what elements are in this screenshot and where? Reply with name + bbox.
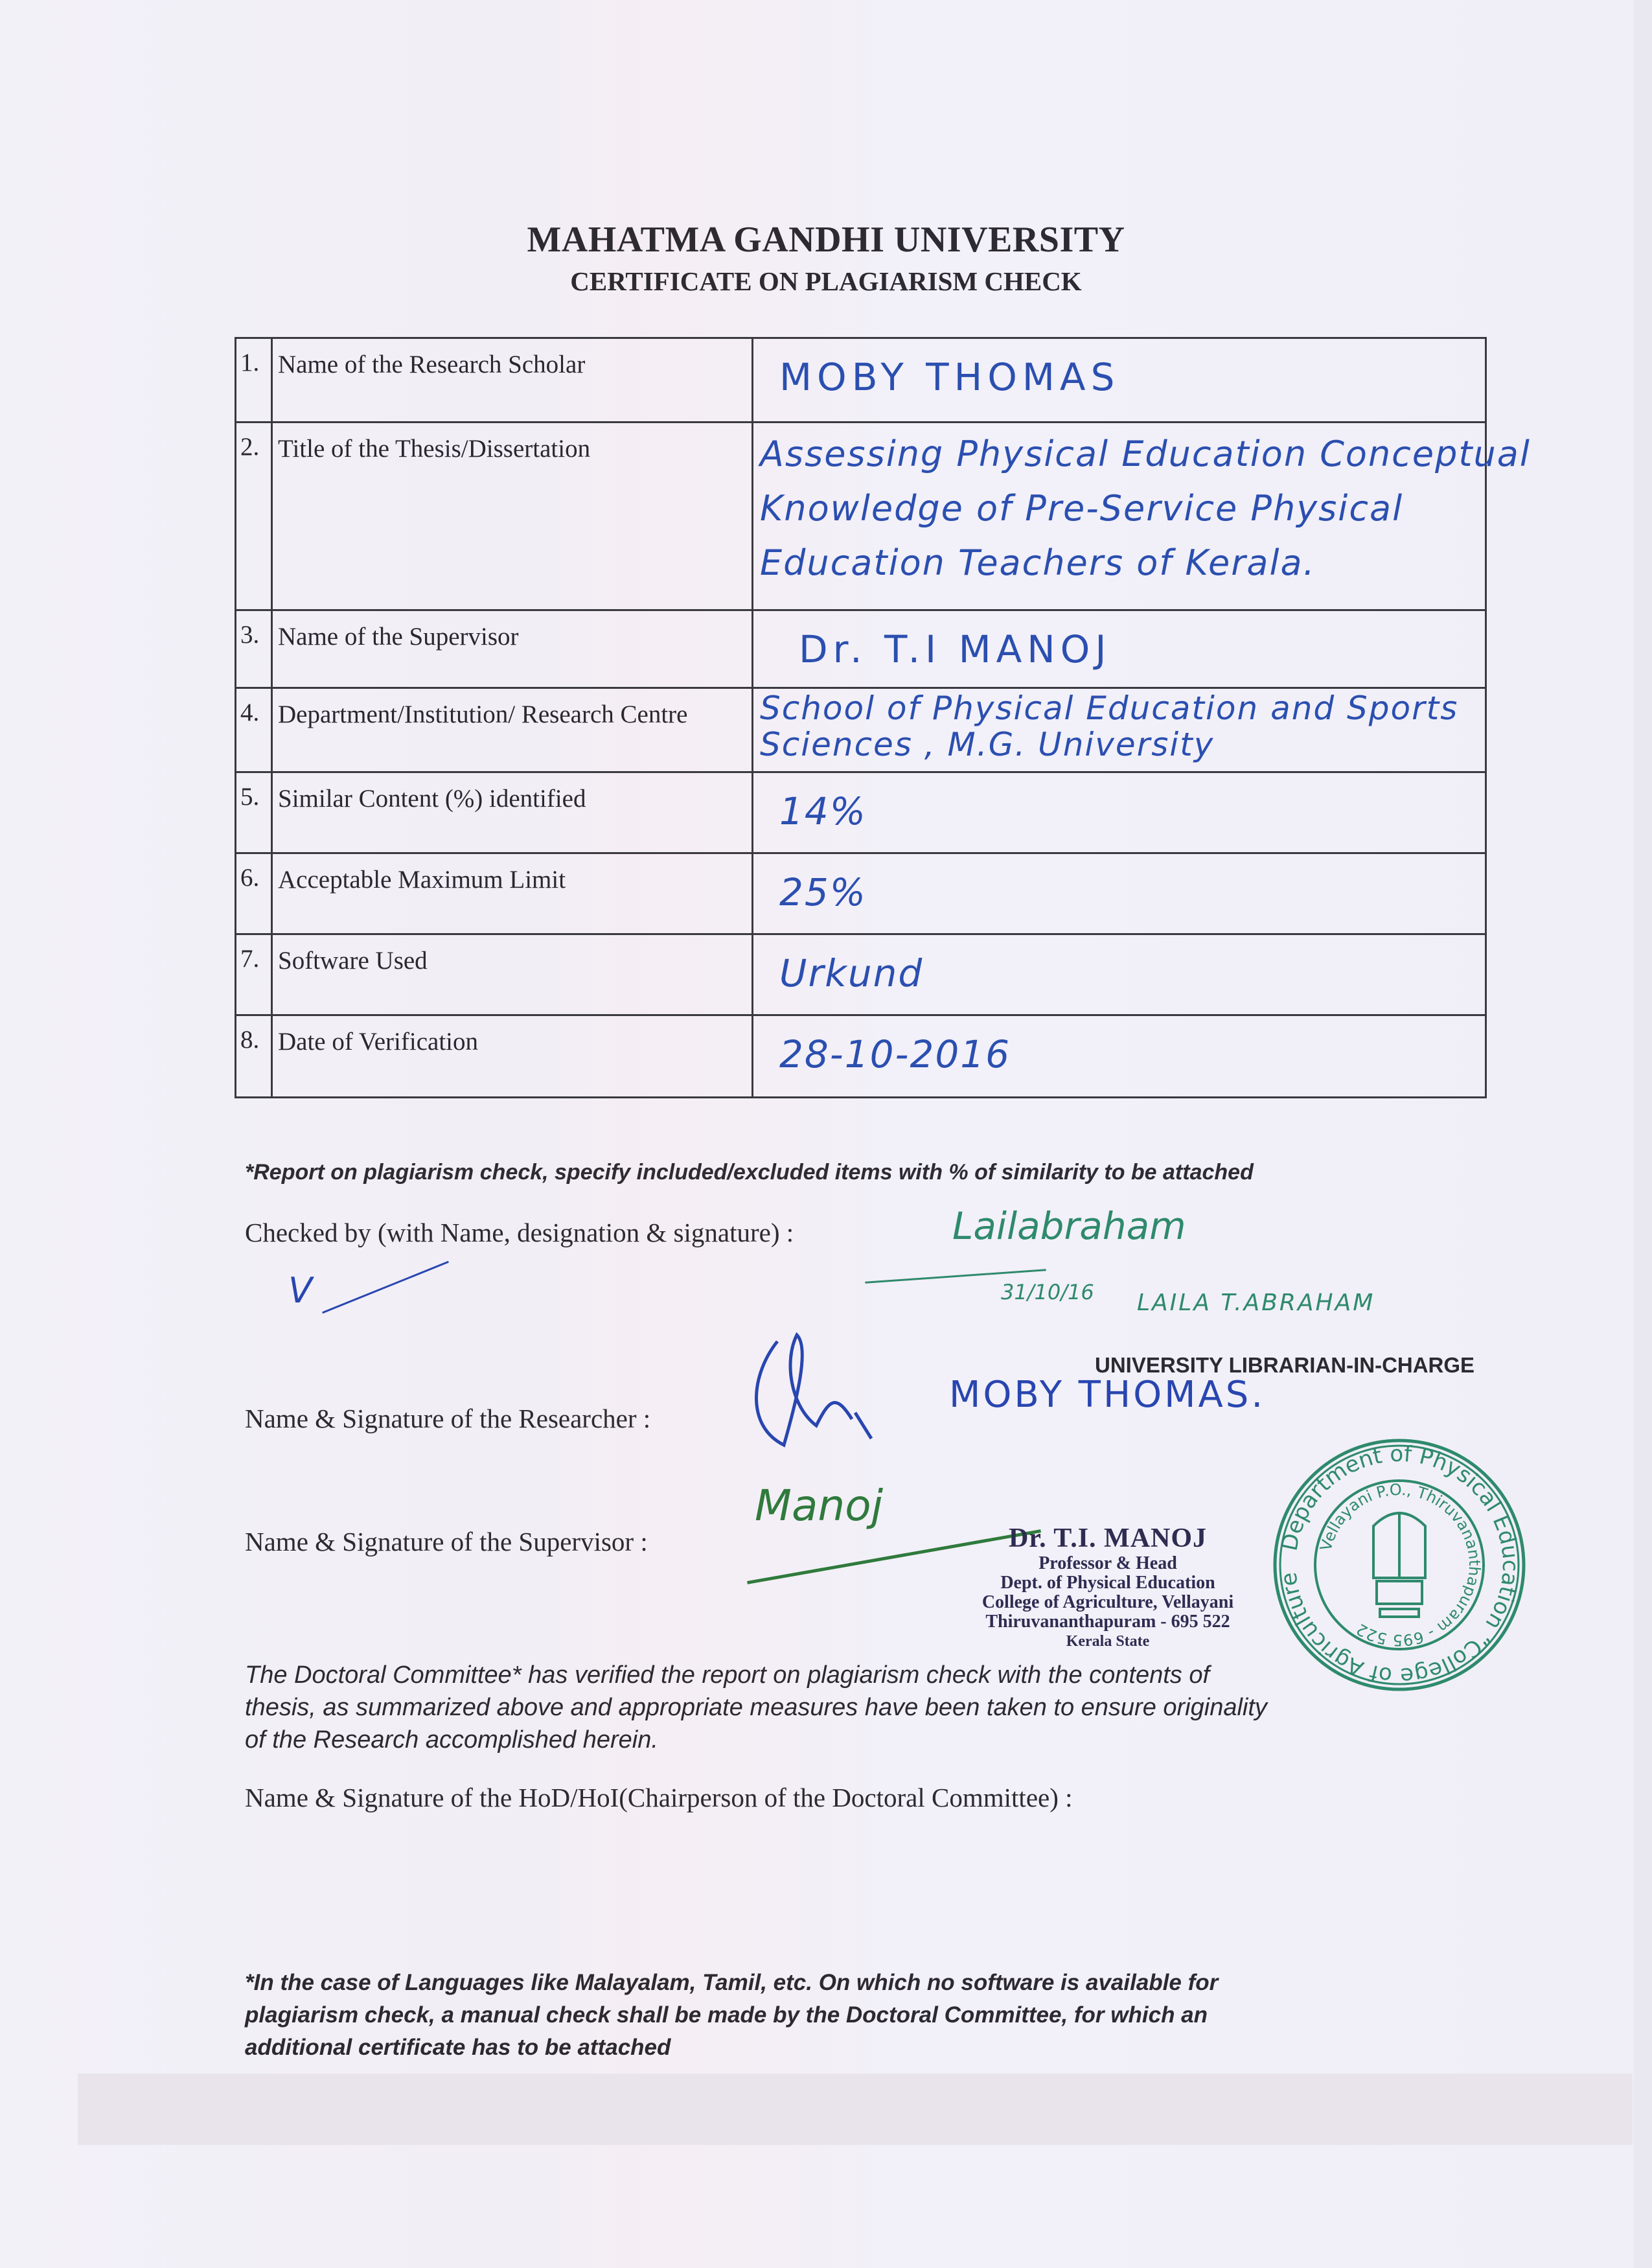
checked-by-label: Checked by (with Name, designation & signature) : bbox=[245, 1218, 794, 1247]
table-row bbox=[236, 773, 1485, 854]
supervisor-stamp bbox=[926, 1523, 1289, 1651]
seal-outer-text: Department of Physical Education “College of Agriculture bbox=[1276, 1441, 1524, 1689]
librarian-signature: Lailabraham bbox=[952, 1204, 1186, 1248]
row-value bbox=[753, 689, 1485, 771]
supervisor-signature: Manoj bbox=[755, 1481, 883, 1531]
researcher-name: MOBY THOMAS. bbox=[949, 1374, 1266, 1416]
table-row bbox=[236, 854, 1485, 935]
seal-inner-text: Vellayani P.O., Thiruvananthapuram - 695 522 bbox=[1316, 1480, 1484, 1650]
row-number: 7. bbox=[236, 935, 273, 1014]
similar-content-value: 14% bbox=[779, 789, 867, 833]
certificate-subtitle: CERTIFICATE ON PLAGIARISM CHECK bbox=[570, 266, 1082, 296]
thesis-title-line: Knowledge of Pre-Service Physical bbox=[760, 488, 1404, 529]
department-seal-icon bbox=[1270, 1435, 1529, 1695]
university-title: MAHATMA GANDHI UNIVERSITY bbox=[527, 220, 1125, 260]
row-label: Name of the Research Scholar bbox=[273, 339, 753, 421]
stamp-line: College of Agriculture, Vellayani bbox=[981, 1592, 1234, 1612]
footnote-line: additional certificate has to be attached bbox=[245, 2035, 671, 2060]
librarian-designation: UNIVERSITY LIBRARIAN-IN-CHARGE bbox=[1095, 1353, 1475, 1377]
row-number: 5. bbox=[236, 773, 273, 852]
footnote-line: plagiarism check, a manual check shall be made by the Doctoral Committee, for which an bbox=[245, 2002, 1208, 2028]
table-row bbox=[236, 423, 1531, 611]
supervisor-label: Name & Signature of the Supervisor : bbox=[245, 1527, 648, 1556]
scan-shadow-band bbox=[78, 2074, 1633, 2145]
footnote bbox=[245, 1967, 1424, 2064]
stamp-name: Dr. T.I. MANOJ bbox=[1008, 1523, 1208, 1553]
page-edge bbox=[1634, 0, 1652, 2268]
row-number: 6. bbox=[236, 854, 273, 933]
statement-line: thesis, as summarized above and appropriate measures have been taken to ensure originality bbox=[245, 1694, 1267, 1721]
report-note: *Report on plagiarism check, specify included/excluded items with % of similarity to be attached bbox=[245, 1160, 1254, 1185]
max-limit-value: 25% bbox=[779, 870, 867, 914]
row-label: Department/Institution/ Research Centre bbox=[273, 689, 753, 771]
statement-line: of the Research accomplished herein. bbox=[245, 1726, 658, 1753]
thesis-title-line: Education Teachers of Kerala. bbox=[760, 542, 1316, 583]
supervisor-name: Dr. T.I MANOJ bbox=[799, 627, 1112, 671]
librarian-name: LAILA T.ABRAHAM bbox=[1137, 1290, 1375, 1316]
row-label: Title of the Thesis/Dissertation bbox=[273, 423, 753, 609]
row-number: 8. bbox=[236, 1016, 273, 1096]
row-value bbox=[753, 1016, 1485, 1096]
stamp-line: Professor & Head bbox=[1038, 1553, 1177, 1573]
row-number: 4. bbox=[236, 689, 273, 771]
row-number: 1. bbox=[236, 339, 273, 421]
stamp-line: Dept. of Physical Education bbox=[1000, 1573, 1215, 1593]
software-value: Urkund bbox=[779, 951, 924, 995]
details-table bbox=[235, 337, 1531, 1098]
department-line: School of Physical Education and Sports bbox=[760, 689, 1459, 727]
row-value bbox=[753, 854, 1485, 933]
stamp-line: Thiruvananthapuram - 695 522 bbox=[985, 1612, 1230, 1632]
seal-emblem-icon bbox=[1373, 1513, 1425, 1617]
table-row bbox=[236, 339, 1485, 423]
table-row bbox=[236, 1016, 1485, 1096]
row-label: Date of Verification bbox=[273, 1016, 753, 1096]
initials-mark: V bbox=[288, 1270, 312, 1311]
initials-stroke bbox=[322, 1261, 449, 1313]
table-row bbox=[236, 689, 1485, 773]
row-value bbox=[753, 339, 1485, 421]
thesis-title-line: Assessing Physical Education Conceptual bbox=[760, 434, 1531, 474]
row-label: Software Used bbox=[273, 935, 753, 1014]
row-number: 2. bbox=[236, 423, 273, 609]
row-label: Similar Content (%) identified bbox=[273, 773, 753, 852]
committee-statement bbox=[245, 1659, 1424, 1756]
department-line: Sciences , M.G. University bbox=[760, 726, 1215, 763]
row-value bbox=[753, 935, 1485, 1014]
scholar-name: MOBY THOMAS bbox=[779, 355, 1120, 399]
librarian-sign-date: 31/10/16 bbox=[1001, 1280, 1094, 1304]
row-number: 3. bbox=[236, 611, 273, 687]
verification-date: 28-10-2016 bbox=[779, 1032, 1011, 1076]
row-value bbox=[753, 423, 1531, 609]
table-row bbox=[236, 611, 1485, 689]
researcher-signature-icon bbox=[739, 1322, 926, 1458]
table-row bbox=[236, 935, 1485, 1016]
stamp-line: Kerala State bbox=[1066, 1633, 1150, 1650]
row-label: Acceptable Maximum Limit bbox=[273, 854, 753, 933]
hod-label: Name & Signature of the HoD/HoI(Chairperson of the Doctoral Committee) : bbox=[245, 1783, 1073, 1812]
row-value bbox=[753, 773, 1485, 852]
row-label: Name of the Supervisor bbox=[273, 611, 753, 687]
researcher-label: Name & Signature of the Researcher : bbox=[245, 1404, 651, 1433]
row-value bbox=[753, 611, 1485, 687]
statement-line: The Doctoral Committee* has verified the report on plagiarism check with the contents of bbox=[245, 1661, 1210, 1689]
footnote-line: *In the case of Languages like Malayalam, Tamil, etc. On which no software is available for bbox=[245, 1970, 1219, 1995]
